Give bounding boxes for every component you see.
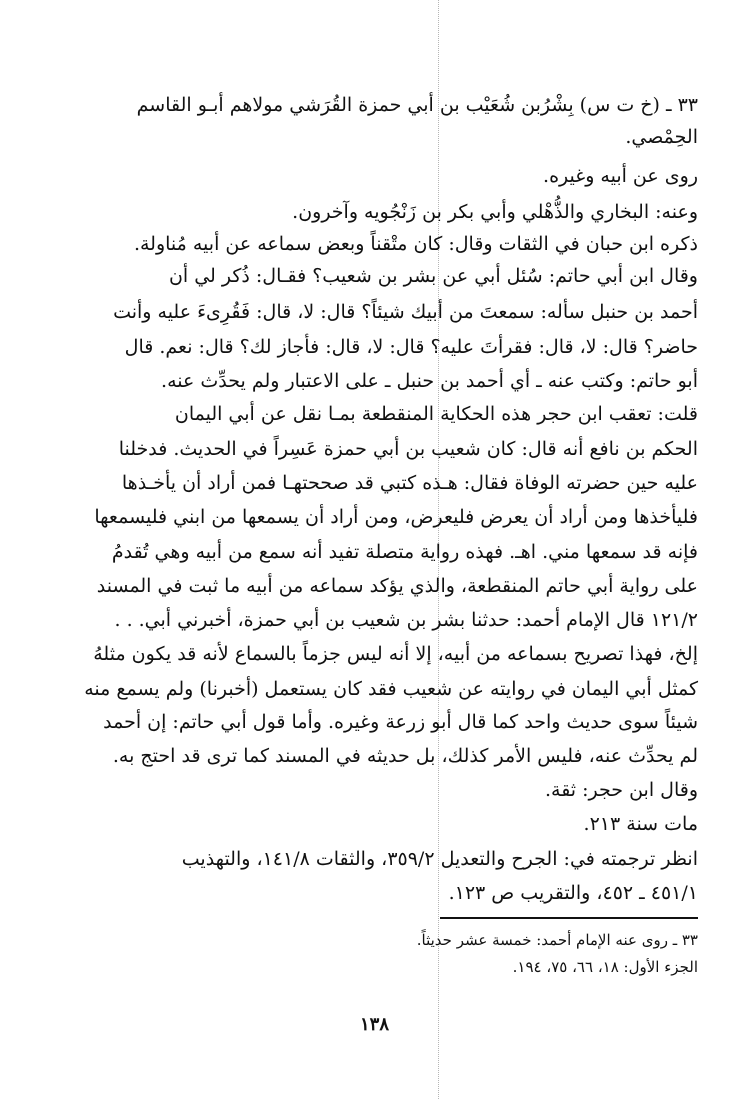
entry-text-line: حاضر؟ قال: لا، قال: فقرأتَ عليه؟ قال: لا، قال: فأجاز لك؟ قال: نعم. قال bbox=[124, 336, 698, 358]
entry-text-line: عليه حين حضرته الوفاة فقال: هـذه كتبي قد صححتهـا فمن أراد أن يأخـذها bbox=[121, 472, 698, 494]
entry-text-line: ٤٥١/١ ـ ٤٥٢، والتقريب ص ١٢٣. bbox=[448, 882, 698, 904]
entry-text-line: ١٢١/٢ قال الإمام أحمد: حدثنا بشر بن شعيب بن أبي حمزة، أخبرني أبي. . . bbox=[114, 609, 698, 631]
entry-text-line: وعنه: البخاري والذُّهْلي وأبي بكر بن زَنْجُويه وآخرون. bbox=[292, 201, 698, 223]
entry-text-line: فليأخذها ومن أراد أن يعرض فليعرض، ومن أراد أن يسمعها من ابني فليسمعها bbox=[94, 506, 698, 528]
entry-text-line: انظر ترجمته في: الجرح والتعديل ٣٥٩/٢، والثقات ١٤١/٨، والتهذيب bbox=[181, 848, 698, 870]
footnote-divider bbox=[440, 917, 698, 919]
entry-text-line: روى عن أبيه وغيره. bbox=[543, 165, 698, 187]
entry-heading-line: ٣٣ ـ (خ ت س) بِشْرُبن شُعَيْب بن أبي حمزة القُرَشي مولاهم أبـو القاسم bbox=[136, 94, 698, 116]
entry-text-line: على رواية أبي حاتم المنقطعة، والذي يؤكد سماعه من أبيه ما ثبت في المسند bbox=[96, 575, 698, 597]
entry-text-line: وقال ابن أبي حاتم: سُئل أبي عن بشر بن شعيب؟ فقـال: ذُكر لي أن bbox=[168, 265, 698, 287]
entry-text-line: إلخ، فهذا تصريح بسماعه من أبيه، إلا أنه ليس جزماً بالسماع لأنه قد يكون مثلهُ bbox=[93, 643, 698, 665]
entry-text-line: فإنه قد سمعها مني. اهـ. فهذه رواية متصلة تفيد أنه سمع من أبيه وهي تُقدمُ bbox=[111, 541, 698, 563]
entry-text-line: الحِمْصي. bbox=[625, 126, 698, 148]
entry-text-line: أحمد بن حنبل سأله: سمعتَ من أبيك شيئاً؟ قال: لا، قال: فَقُرِىءَ عليه وأنت bbox=[113, 301, 698, 323]
footnote-line: الجزء الأول: ١٨، ٦٦، ٧٥، ١٩٤. bbox=[512, 958, 698, 976]
entry-text-line: وقال ابن حجر: ثقة. bbox=[544, 779, 698, 801]
entry-text-line: مات سنة ٢١٣. bbox=[583, 813, 698, 835]
entry-text-line: ذكره ابن حبان في الثقات وقال: كان متْقناً وبعض سماعه عن أبيه مُناولة. bbox=[133, 233, 698, 255]
entry-text-line: قلت: تعقب ابن حجر هذه الحكاية المنقطعة بمـا نقل عن أبي اليمان bbox=[174, 403, 698, 425]
entry-text-line: شيئاً سوى حديث واحد كما قال أبو زرعة وغيره. وأما قول أبي حاتم: إن أحمد bbox=[103, 711, 698, 733]
page-number: ١٣٨ bbox=[359, 1014, 389, 1035]
entry-text-line: الحكم بن نافع أنه قال: كان شعيب بن أبي حمزة عَسِراً في الحديث. فدخلنا bbox=[118, 438, 698, 460]
entry-text-line: لم يحدِّث عنه، فليس الأمر كذلك، بل حديثه في المسند كما ترى قد احتج به. bbox=[112, 745, 698, 767]
footnote-line: ٣٣ ـ روى عنه الإمام أحمد: خمسة عشر حديثاً. bbox=[416, 931, 698, 949]
entry-text-line: كمثل أبي اليمان في روايته عن شعيب فقد كان يستعمل (أخبرنا) ولم يسمع منه bbox=[84, 678, 698, 700]
entry-text-line: أبو حاتم: وكتب عنه ـ أي أحمد بن حنبل ـ على الاعتبار ولم يحدِّث عنه. bbox=[161, 370, 698, 392]
